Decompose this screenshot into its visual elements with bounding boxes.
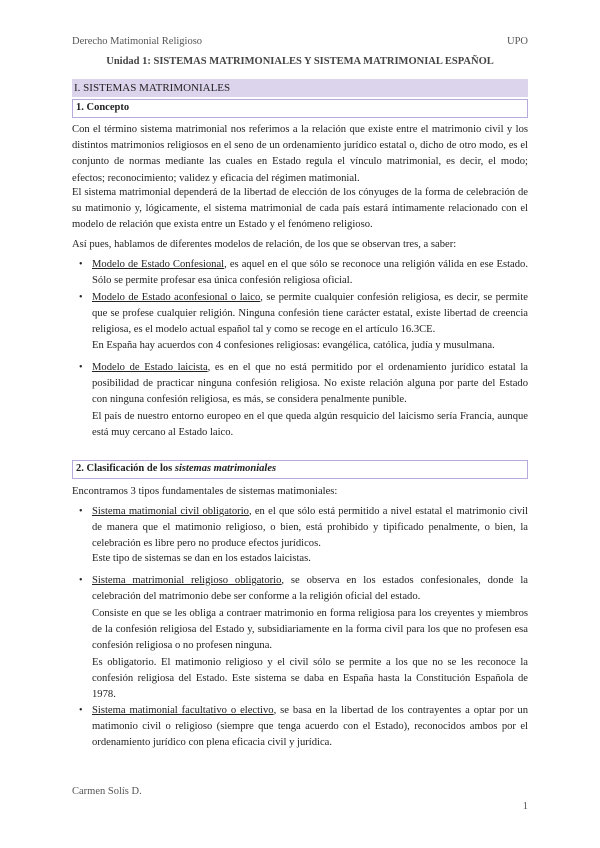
list-item-term: Sistema matrimonial religioso obligatorio: [92, 575, 282, 586]
list-item-text: , se observa en los estados confesionales, donde la celebración del matrimonio debe ser conforme a la religión oficial del estado.: [92, 575, 528, 603]
list-item-text: , en el que sólo está permitido a nivel estatal el matrimonio civil de manera que el matimonio religioso, o bien, está prohibido y tipificado penalmente, o bien, la celebración es libre pero no produce efectos jurídicos.: [92, 506, 528, 550]
section-heading-1: I. SISTEMAS MATRIMONIALES: [72, 79, 528, 97]
list-item-note: En España hay acuerdos con 4 confesiones religiosas: evangélica, católica, judía y musulmana.: [92, 340, 495, 351]
list-item: [79, 504, 528, 553]
bullet-icon: •: [79, 259, 83, 270]
heading-text-italic: sistemas matrimoniales: [174, 463, 277, 474]
list-item-term: Sistema matimonial facultativo o electivo: [92, 705, 274, 716]
list-item-note: Este tipo de sistemas se dan en los estados laicistas.: [92, 553, 311, 564]
document-title: Unidad 1: SISTEMAS MATRIMONIALES Y SISTEMA MATRIMONIAL ESPAÑOL: [106, 56, 494, 67]
list-item-text: , se permite cualquier confesión religiosa, es decir, se permite que se profese cualquier religión. Ninguna confesión tiene carácter estatal, existe libertad de creencia religiosa, es el modelo actual español tal y como se recoge en el artículo 16.3CE.: [92, 292, 528, 336]
running-header-institution: UPO: [506, 36, 528, 47]
bullet-icon: •: [79, 506, 83, 517]
heading-text: 2. Clasificación de los: [76, 463, 175, 474]
list-item: [79, 290, 528, 339]
list-item-term: Sistema matimonial civil obligatorio: [92, 506, 249, 517]
list-item: [79, 257, 528, 289]
bullet-icon: •: [79, 292, 83, 303]
running-header-course: Derecho Matimonial Religioso: [72, 36, 203, 47]
paragraph: Con el término sistema matrimonial nos referimos a la relación que existe entre el matrimonio civil y los distintos matrimonios religiosos en el seno de un ordenamiento jurídico estatal o, dicho de otro modo, es el conjunto de normas mediante las cuales en Estado regula el vínculo matrimonial, es decir, el modo; efectos; reconocimiento; validez y eficacia del régimen matimonial.: [72, 124, 528, 184]
list-item-term: Modelo de Estado aconfesional o laico: [92, 292, 261, 303]
list-item: [79, 573, 528, 605]
list-item-term: Modelo de Estado laicista: [92, 362, 208, 373]
page-number: 1: [522, 801, 528, 812]
list-item-text: , se basa en la libertad de los contrayentes a optar por un matimonio civil o religioso (siempre que tenga acuerdo con el Estado), reconocidos ambos por el ordenamiento jurídico con plena eficacia civil y jurídica.: [92, 705, 529, 749]
list-item-term: Modelo de Estado Confesional: [92, 259, 225, 270]
paragraph: Así pues, hablamos de diferentes modelos de relación, de los que se observan tres, a saber:: [72, 239, 457, 250]
list-item-text: , es aquel en el que sólo se reconoce una religión válida en ese Estado. Sólo se permite profesar esa única confesión religiosa oficial.: [92, 259, 528, 287]
bullet-icon: •: [79, 705, 83, 716]
subsection-heading-concepto: 1. Concepto: [72, 99, 528, 118]
list-item-text: , es en el que no está permitido por el ordenamiento jurídico estatal la posibilidad de practicar ninguna confesión religiosa. No existe relación alguna por parte del Estado con ninguna confesión religiosa, es más, se considera penalmente punible.: [92, 362, 528, 406]
list-item: [79, 360, 528, 409]
paragraph: Encontramos 3 tipos fundamentales de sistemas matimoniales:: [72, 486, 338, 497]
list-item-note: Consiste en que se les obliga a contraer matrimonio en forma religiosa para los creyentes y miembros de la confesión religiosa del Estado y, subsidiariamente en la forma civil para los que no profesen esa confesión religiosa o no profesen ninguna.: [92, 608, 528, 652]
bullet-icon: •: [79, 362, 83, 373]
list-item: [79, 703, 529, 752]
list-item-note: Es obligatorio. El matimonio religioso y el civil sólo se permite a los que no se les reconoce la confesión religiosa del Estado. Este sistema se daba en España hasta la Constitución Española de 1978.: [92, 657, 528, 701]
bullet-icon: •: [79, 575, 83, 586]
list-item-note: El país de nuestro entorno europeo en el que queda algún resquicio del laicismo sería Francia, aunque está muy cercano al Estado laico.: [92, 411, 528, 439]
subsection-heading-clasificacion: [72, 460, 528, 479]
paragraph: El sistema matrimonial dependerá de la libertad de elección de los cónyuges de la forma de celebración de su matimonio y, lógicamente, el sistema matrimonial de cada país estará íntimamente relacionado con el modelo de relación que exista entre un Estado y el fenómeno religioso.: [72, 187, 528, 231]
footer-author: Carmen Solís D.: [72, 786, 142, 797]
